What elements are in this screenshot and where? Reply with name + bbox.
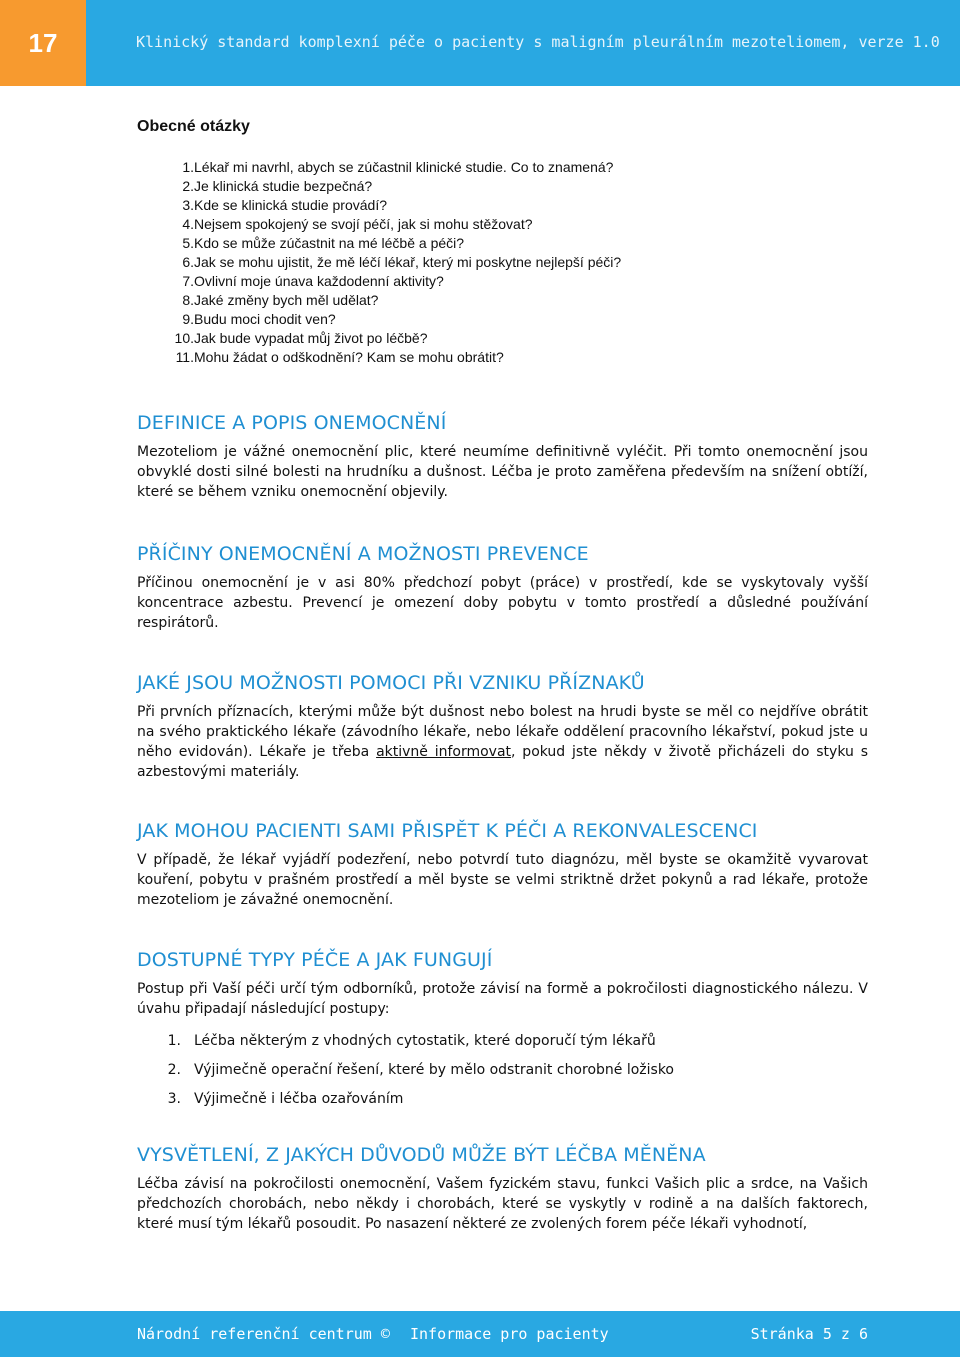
intro-block [137,118,868,367]
list-item-number [137,234,194,253]
list-item-number-text: 6. [182,254,194,270]
section-help [137,672,868,782]
page-number-badge: 17 [0,0,86,86]
list-item-text: Jak bude vypadat můj život po léčbě? [194,330,428,346]
document-title: Klinický standard komplexní péče o pacienty s maligním pleurálním mezoteliomem, verze 1.0 [136,33,940,51]
footer-organization: Národní referenční centrum © [137,1325,390,1343]
list-item-text: Jak se mohu ujistit, že mě léčí lékař, který mi poskytne nejlepší péči? [194,254,622,270]
section-heading: PŘÍČINY ONEMOCNĚNÍ A MOŽNOSTI PREVENCE [137,543,589,565]
section-patients [137,820,868,910]
list-item-number-text: 8. [182,292,194,308]
section-text: Příčinou onemocnění je v asi 80% předchozí pobyt (práce) v prostředí, kde se vyskytovaly vyšší koncentrace azbestu. Prevencí je omezení doby pobytu v tomto prostředí a důsledné používání respirátorů. [137,575,868,631]
list-item-number [137,1085,194,1114]
section-causes [137,543,868,633]
care-list [137,1027,868,1114]
list-item [137,253,868,272]
list-item-number [137,158,194,177]
list-item-number [137,348,194,367]
list-item [137,329,868,348]
text-part: , pokud jste někdy v životě přicházeli do styku s azbestovými materiály. [137,744,868,780]
header-bar [0,0,960,86]
section-heading: JAK MOHOU PACIENTI SAMI PŘISPĚT K PÉČI A REKONVALESCENCI [137,820,758,842]
list-item-number-text: 5. [182,235,194,251]
list-item [137,272,868,291]
underlined-phrase: aktivně informovat [376,744,512,760]
list-item-number-text: 2. [182,178,194,194]
text-part: Při prvních příznacích, kterými může být dušnost nebo bolest na hrudi byste se měl co nejdříve obrátit na svého praktického lékaře (závodního lékaře, nebo lékaře oddělení pracovního lékařství, pokud jste u něho evidován). Lékaře je třeba [137,704,868,760]
list-item-text: Lékař mi navrhl, abych se zúčastnil klinické studie. Co to znamená? [194,159,614,175]
list-item-number-text: 3. [167,1091,181,1107]
list-item [137,215,868,234]
list-item-number-text: 10. [174,330,194,346]
list-item [137,1027,868,1056]
list-item-text: Jaké změny bych měl udělat? [194,292,379,308]
section-definition [137,412,868,502]
list-item-number [137,196,194,215]
section-heading: DEFINICE A POPIS ONEMOCNĚNÍ [137,412,447,434]
list-item [137,348,868,367]
section-text: Mezoteliom je vážné onemocnění plic, které neumíme definitivně vyléčit. Při tomto onemocnění jsou obvyklé dosti silné bolesti na hrudníku a dušnost. Léčba je proto zaměřena především na snížení obtíží, které se během vzniku onemocnění objevily. [137,444,868,500]
section-text: Postup při Vaší péči určí tým odborníků, protože závisí na formě a pokročilosti diagnostického nálezu. V úvahu připadají následující postupy: [137,981,868,1017]
section-care [137,949,868,1114]
list-item-text: Je klinická studie bezpečná? [194,178,373,194]
intro-heading: Obecné otázky [137,118,250,135]
list-item-text: Kde se klinická studie provádí? [194,197,387,213]
list-item-number [137,310,194,329]
list-item [137,310,868,329]
footer-page-counter: Stránka 5 z 6 [750,1325,868,1343]
list-item [137,177,868,196]
list-item-number [137,1027,194,1056]
section-explanation [137,1144,868,1234]
list-item [137,291,868,310]
list-item-number [137,1056,194,1085]
list-item-number-text: 2. [167,1062,181,1078]
list-item-text: Budu moci chodit ven? [194,311,336,327]
list-item-number [137,177,194,196]
list-item-number-text: 1. [182,159,194,175]
section-heading: DOSTUPNÉ TYPY PÉČE A JAK FUNGUJÍ [137,949,493,971]
list-item-text: Léčba některým z vhodných cytostatik, které doporučí tým lékařů [194,1033,656,1049]
list-item-number-text: 7. [182,273,194,289]
section-heading: VYSVĚTLENÍ, Z JAKÝCH DŮVODŮ MŮŽE BÝT LÉČBA MĚNĚNA [137,1144,706,1166]
list-item-text: Mohu žádat o odškodnění? Kam se mohu obrátit? [194,349,504,365]
list-item-number-text: 9. [182,311,194,327]
list-item-text: Ovlivní moje únava každodenní aktivity? [194,273,444,289]
section-text [137,702,868,782]
list-item-number-text: 4. [182,216,194,232]
footer-audience: Informace pro pacienty [410,1325,609,1343]
list-item-text: Výjimečně i léčba ozařováním [194,1091,404,1107]
list-item-number-text: 3. [182,197,194,213]
list-item-text: Výjimečně operační řešení, které by mělo odstranit chorobné ložisko [194,1062,674,1078]
list-item [137,196,868,215]
section-heading: JAKÉ JSOU MOŽNOSTI POMOCI PŘI VZNIKU PŘÍZNAKŮ [137,672,645,694]
list-item-number [137,329,194,348]
section-text: V případě, že lékař vyjádří podezření, nebo potvrdí tuto diagnózu, měl byste se okamžitě vyvarovat kouření, pobytu v prašném prostředí a měl byste se velmi striktně držet pokynů a rad lékaře, protože mezoteliom je závažné onemocnění. [137,852,868,908]
list-item-number [137,291,194,310]
questions-list [137,158,868,367]
list-item [137,1085,868,1114]
list-item-text: Nejsem spokojený se svojí péčí, jak si mohu stěžovat? [194,216,533,232]
list-item [137,234,868,253]
list-item [137,1056,868,1085]
list-item-number [137,253,194,272]
list-item-number-text: 11. [175,349,194,365]
list-item-number [137,272,194,291]
section-text: Léčba závisí na pokročilosti onemocnění, Vašem fyzickém stavu, funkci Vašich plic a srdce, na Vašich předchozích chorobách, nebo někdy i chorobách, které se vyskytly v rodině a na dalších faktorech, které musí tým lékařů posoudit. Po nasazení některé ze zvolených forem péče lékaři vyhodnotí, [137,1176,868,1232]
list-item [137,158,868,177]
list-item-number-text: 1. [167,1033,181,1049]
list-item-text: Kdo se může zúčastnit na mé léčbě a péči? [194,235,465,251]
list-item-number [137,215,194,234]
